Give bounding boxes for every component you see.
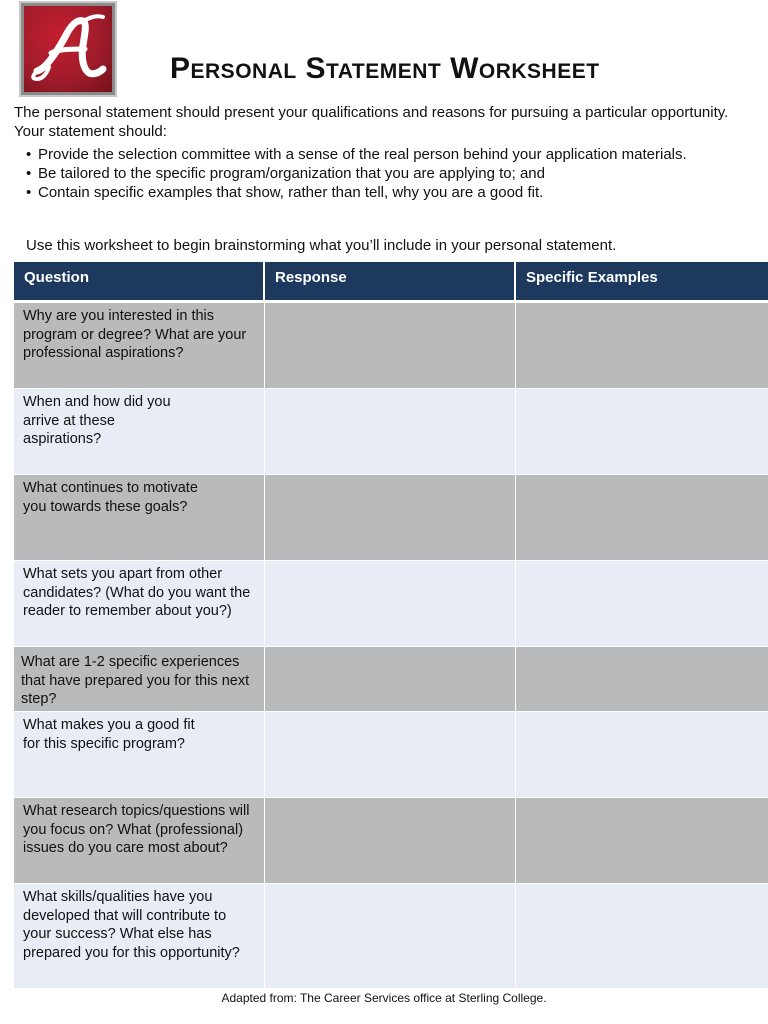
examples-cell[interactable] — [516, 389, 768, 474]
response-cell[interactable] — [265, 647, 516, 711]
table-row — [14, 561, 768, 647]
script-a-logo-icon — [21, 3, 115, 95]
response-cell[interactable] — [265, 561, 516, 646]
requirements-list — [24, 145, 724, 202]
question-cell: Why are you interested in this program or degree? What are your professional aspirations? — [14, 303, 265, 388]
instructions-text: Use this worksheet to begin brainstorming what you’ll include in your personal statement. — [26, 237, 617, 254]
table-row — [14, 303, 768, 389]
response-cell[interactable] — [265, 475, 516, 560]
response-cell[interactable] — [265, 712, 516, 797]
list-item: • Provide the selection committee with a sense of the real person behind your application materials. — [24, 145, 724, 164]
table-row — [14, 475, 768, 561]
response-cell[interactable] — [265, 303, 516, 388]
column-header-question: Question — [14, 262, 265, 300]
examples-cell[interactable] — [516, 647, 768, 711]
list-item: • Be tailored to the specific program/organization that you are applying to; and — [24, 164, 724, 183]
examples-cell[interactable] — [516, 561, 768, 646]
question-cell: When and how did you arrive at these aspirations? — [14, 389, 265, 474]
response-cell[interactable] — [265, 884, 516, 988]
column-header-response: Response — [265, 262, 516, 300]
worksheet-table — [14, 262, 768, 989]
response-cell[interactable] — [265, 798, 516, 883]
intro-paragraph: The personal statement should present your qualifications and reasons for pursuing a particular opportunity. Your statement should: — [14, 104, 729, 140]
table-row — [14, 389, 768, 475]
question-cell: What skills/qualities have you developed that will contribute to your success? What else has prepared you for this opportunity? — [14, 884, 265, 988]
examples-cell[interactable] — [516, 303, 768, 388]
column-header-examples: Specific Examples — [526, 269, 658, 286]
university-logo — [19, 1, 117, 97]
table-row — [14, 712, 768, 798]
question-cell: What sets you apart from other candidates? (What do you want the reader to remember about you?) — [14, 561, 265, 646]
table-row — [14, 884, 768, 989]
page-title: Personal Statement Worksheet — [170, 52, 600, 85]
response-cell[interactable] — [265, 389, 516, 474]
list-item: • Contain specific examples that show, rather than tell, why you are a good fit. — [24, 183, 724, 202]
question-cell: What continues to motivate you towards these goals? — [14, 475, 265, 560]
question-cell: What are 1-2 specific experiences that have prepared you for this next step? — [14, 647, 265, 711]
examples-cell[interactable] — [516, 712, 768, 797]
footer-credit: Adapted from: The Career Services office at Sterling College. — [221, 991, 547, 1005]
examples-cell[interactable] — [516, 475, 768, 560]
table-header — [14, 262, 768, 303]
examples-cell[interactable] — [516, 884, 768, 988]
table-row — [14, 798, 768, 884]
question-cell: What research topics/questions will you focus on? What (professional) issues do you care most about? — [14, 798, 265, 883]
table-row — [14, 647, 768, 712]
examples-cell[interactable] — [516, 798, 768, 883]
question-cell: What makes you a good fit for this specific program? — [14, 712, 265, 797]
